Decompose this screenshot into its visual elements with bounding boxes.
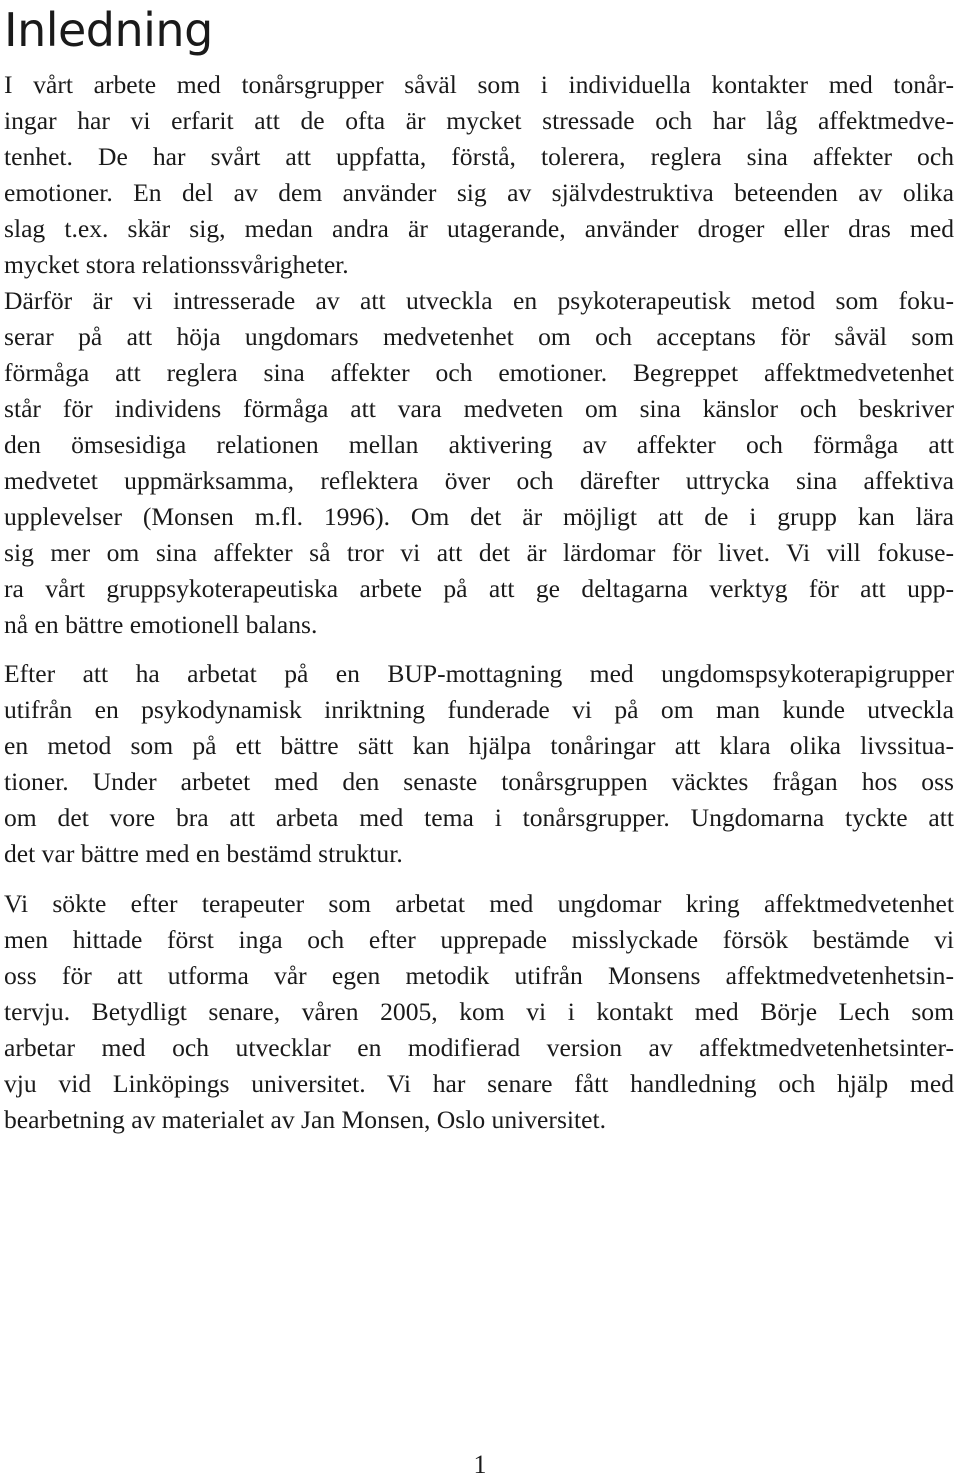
text-line: vju vid Linköpings universitet. Vi har senare fått handledning och hjälp med <box>4 1069 954 1098</box>
paragraph-3 <box>4 656 954 872</box>
text-line: oss för att utforma vår egen metodik utifrån Monsens affektmedvetenhetsin- <box>4 961 954 990</box>
text-line: slag t.ex. skär sig, medan andra är utagerande, använder droger eller dras med <box>4 214 954 243</box>
text-line: Efter att ha arbetat på en BUP-mottagning med ungdomspsykoterapigrupper <box>4 659 954 688</box>
text-line: arbetar med och utvecklar en modifierad version av affektmedvetenhetsinter- <box>4 1033 954 1062</box>
paragraph-1 <box>4 67 954 283</box>
paragraph-4 <box>4 886 954 1138</box>
paragraph-2 <box>4 283 954 643</box>
text-line: I vårt arbete med tonårsgrupper såväl som i individuella kontakter med tonår- <box>4 70 954 99</box>
text-line: står för individens förmåga att vara medveten om sina känslor och beskriver <box>4 394 954 423</box>
text-line: om det vore bra att arbeta med tema i tonårsgrupper. Ungdomarna tyckte att <box>4 803 954 832</box>
text-line: tervju. Betydligt senare, våren 2005, kom vi i kontakt med Börje Lech som <box>4 997 954 1026</box>
page-title: Inledning <box>4 3 213 57</box>
text-line: bearbetning av materialet av Jan Monsen, Oslo universitet. <box>4 1105 606 1134</box>
page-number: 1 <box>473 1450 487 1479</box>
text-line: Vi sökte efter terapeuter som arbetat med ungdomar kring affektmedvetenhet <box>4 889 954 918</box>
text-line: tioner. Under arbetet med den senaste tonårsgruppen väcktes frågan hos oss <box>4 767 954 796</box>
text-line: den ömsesidiga relationen mellan aktivering av affekter och förmåga att <box>4 430 954 459</box>
text-line: emotioner. En del av dem använder sig av självdestruktiva beteenden av olika <box>4 178 954 207</box>
text-line: nå en bättre emotionell balans. <box>4 610 318 639</box>
text-line: tenhet. De har svårt att uppfatta, förstå, tolerera, reglera sina affekter och <box>4 142 954 171</box>
text-line: upplevelser (Monsen m.fl. 1996). Om det är möjligt att de i grupp kan lära <box>4 502 954 531</box>
text-line: utifrån en psykodynamisk inriktning funderade vi på om man kunde utveckla <box>4 695 954 724</box>
text-line: ra vårt gruppsykoterapeutiska arbete på att ge deltagarna verktyg för att upp- <box>4 574 954 603</box>
text-line: men hittade först inga och efter upprepade misslyckade försök bestämde vi <box>4 925 954 954</box>
text-line: det var bättre med en bestämd struktur. <box>4 839 403 868</box>
text-line: förmåga att reglera sina affekter och emotioner. Begreppet affektmedvetenhet <box>4 358 954 387</box>
text-line: mycket stora relationssvårigheter. <box>4 250 349 279</box>
text-line: medvetet uppmärksamma, reflektera över och därefter uttrycka sina affektiva <box>4 466 954 495</box>
document-page <box>4 0 954 1138</box>
text-line: sig mer om sina affekter så tror vi att det är lärdomar för livet. Vi vill fokuse- <box>4 538 954 567</box>
text-line: serar på att höja ungdomars medvetenhet om och acceptans för såväl som <box>4 322 954 351</box>
text-line: en metod som på ett bättre sätt kan hjälpa tonåringar att klara olika livssitua- <box>4 731 954 760</box>
text-line: Därför är vi intresserade av att utveckla en psykoterapeutisk metod som foku- <box>4 286 954 315</box>
text-line: ingar har vi erfarit att de ofta är mycket stressade och har låg affektmedve- <box>4 106 954 135</box>
